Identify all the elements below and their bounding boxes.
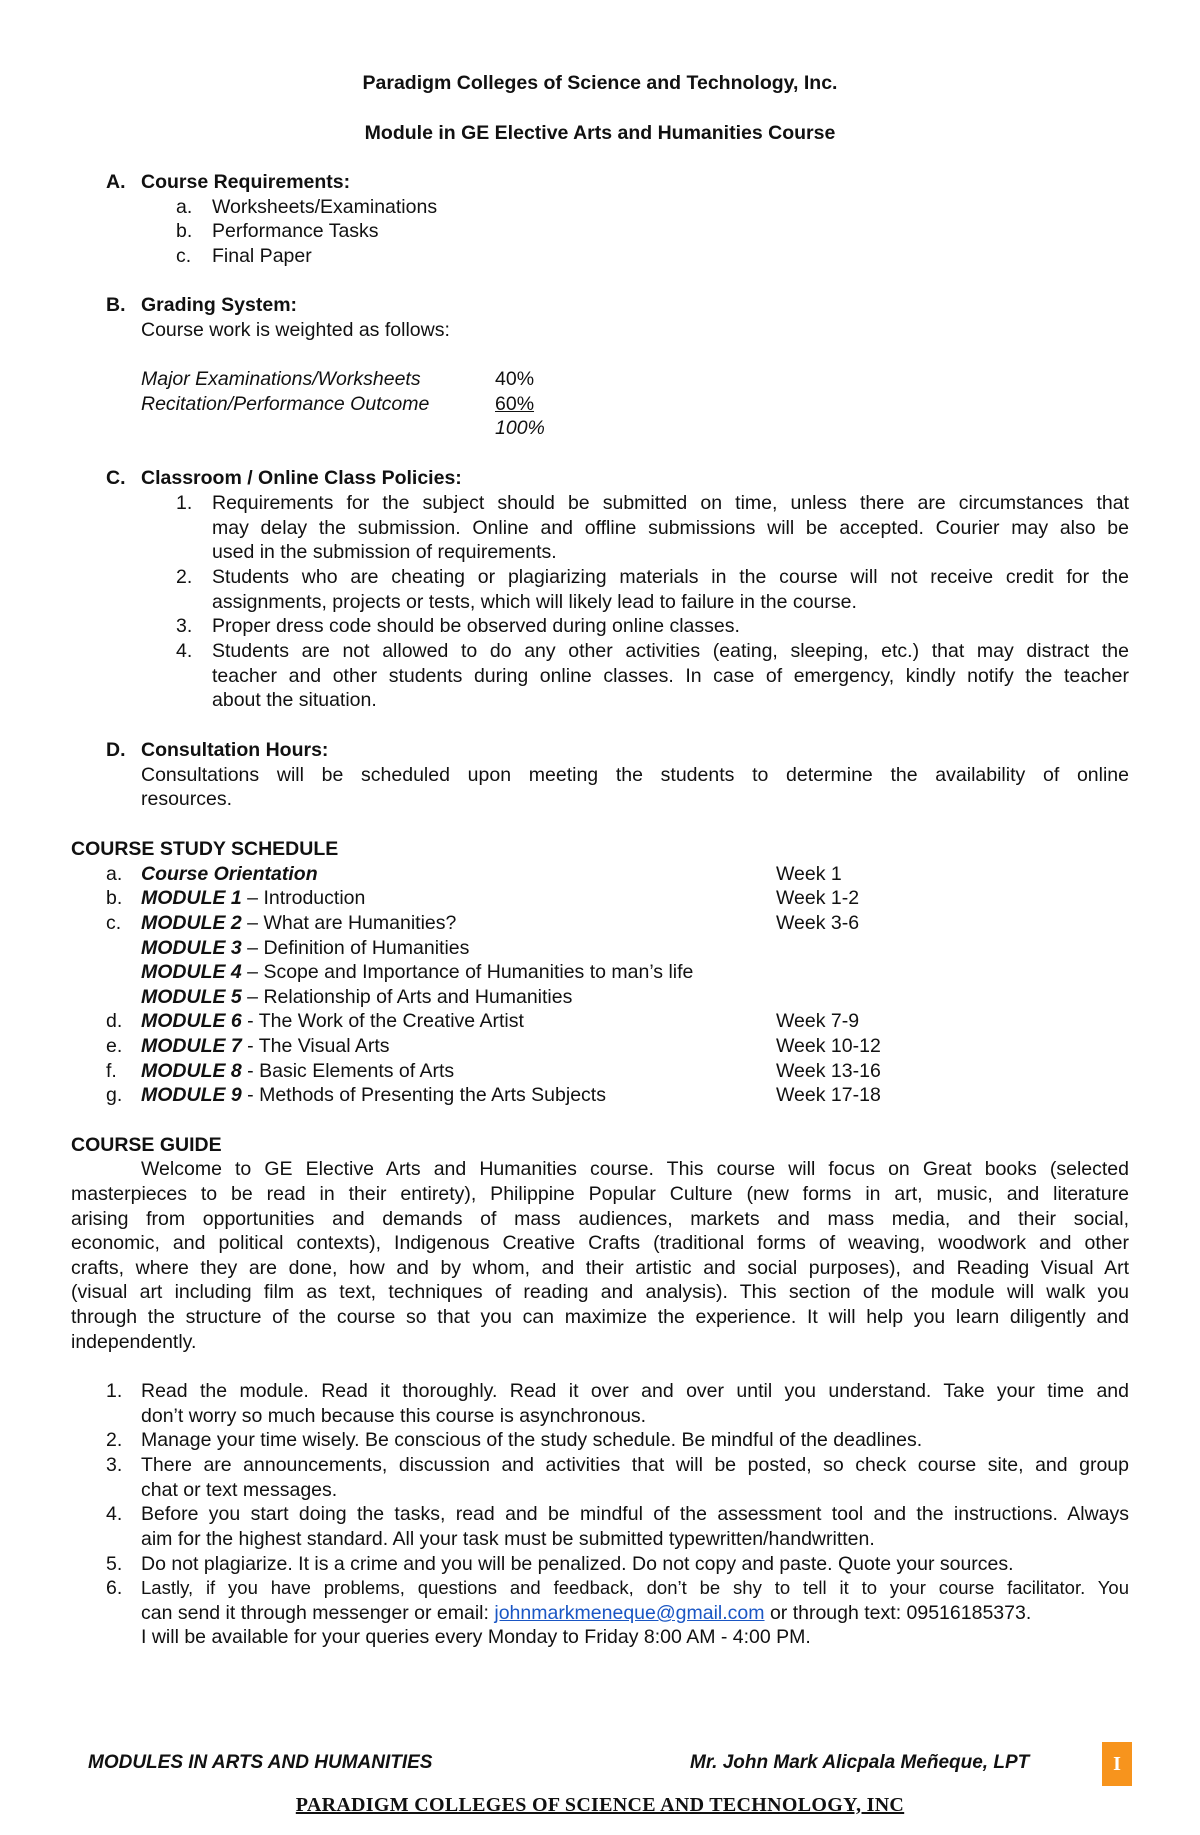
list-marker: c. — [176, 245, 192, 267]
grading-label: Major Examinations/Worksheets — [141, 368, 421, 390]
row-title — [141, 886, 365, 910]
module-desc: – Definition of Humanities — [241, 937, 470, 959]
module-title: Module in GE Elective Arts and Humanities Course — [364, 122, 836, 144]
row-marker: d. — [106, 1010, 123, 1032]
row-marker: g. — [106, 1084, 123, 1106]
page-number: I — [1102, 1742, 1132, 1786]
grading-value: 40% — [495, 368, 535, 390]
row-title — [141, 911, 456, 935]
list-item: Final Paper — [212, 245, 312, 267]
row-week: Week 7-9 — [776, 1010, 860, 1032]
policy-line: Proper dress code should be observed during online classes. — [212, 615, 740, 637]
row-week: Week 10-12 — [776, 1035, 881, 1057]
policy-line: Students are not allowed to do any other activities (eating, sleeping, etc.) that may distract the — [212, 640, 1129, 662]
list-marker: 2. — [106, 1429, 123, 1451]
module-name: MODULE 5 — [141, 986, 242, 1008]
row-week: Week 17-18 — [776, 1084, 881, 1106]
footer-right: Mr. John Mark Alicpala Meñeque, LPT — [690, 1752, 1030, 1773]
guide-item-line: chat or text messages. — [141, 1479, 338, 1501]
consultation-line: resources. — [141, 788, 233, 810]
guide-paragraph-line: arising from opportunities and demands of mass audiences, markets and mass media, and their social, — [71, 1208, 1129, 1230]
module-desc: - The Work of the Creative Artist — [241, 1010, 524, 1032]
guide-paragraph-line: (visual art including film as text, techniques of reading and analysis). This section of the module will walk you — [71, 1281, 1129, 1303]
schedule-heading: COURSE STUDY SCHEDULE — [71, 838, 339, 860]
grading-total: 100% — [495, 417, 545, 439]
module-desc: – Introduction — [241, 887, 366, 909]
row-title — [141, 1083, 606, 1107]
section-heading: Consultation Hours: — [141, 739, 329, 761]
list-item: Performance Tasks — [212, 220, 379, 242]
school-title: Paradigm Colleges of Science and Technology, Inc. — [362, 72, 838, 94]
module-name: MODULE 4 — [141, 961, 242, 983]
contact-line — [141, 1601, 1031, 1625]
guide-heading: COURSE GUIDE — [71, 1134, 222, 1156]
row-marker: e. — [106, 1035, 123, 1057]
row-week: Week 3-6 — [776, 912, 860, 934]
guide-item-line: Do not plagiarize. It is a crime and you will be penalized. Do not copy and paste. Quote your sources. — [141, 1553, 1014, 1575]
section-marker: A. — [106, 171, 126, 193]
row-marker: f. — [106, 1060, 117, 1082]
list-marker: b. — [176, 220, 193, 242]
module-name: MODULE 8 — [141, 1060, 242, 1082]
guide-item-line: Read the module. Read it thoroughly. Read it over and over until you understand. Take your time and — [141, 1380, 1129, 1402]
grading-intro: Course work is weighted as follows: — [141, 319, 450, 341]
row-title — [141, 1034, 390, 1058]
email-link[interactable]: johnmarkmeneque@gmail.com — [494, 1602, 765, 1624]
guide-paragraph-line: through the structure of the course so that you can maximize the experience. It will help you learn diligently and — [71, 1306, 1129, 1328]
list-marker: 5. — [106, 1553, 123, 1575]
module-name: MODULE 7 — [141, 1035, 242, 1057]
availability-line: I will be available for your queries every Monday to Friday 8:00 AM - 4:00 PM. — [141, 1626, 811, 1648]
section-marker: D. — [106, 739, 126, 761]
list-marker: 3. — [176, 615, 193, 637]
policy-line: may delay the submission. Online and offline submissions will be accepted. Courier may also be — [212, 517, 1129, 539]
list-marker: 4. — [176, 640, 193, 662]
section-heading: Classroom / Online Class Policies: — [141, 467, 462, 489]
row-week: Week 1-2 — [776, 887, 860, 909]
row-marker: a. — [106, 863, 123, 885]
module-desc: - Basic Elements of Arts — [241, 1060, 455, 1082]
list-marker: 6. — [106, 1577, 123, 1599]
module-desc: – What are Humanities? — [241, 912, 457, 934]
guide-item-line: Lastly, if you have problems, questions and feedback, don’t be shy to tell it to your course facilitator. You — [141, 1577, 1129, 1598]
module-desc: – Scope and Importance of Humanities to man’s life — [241, 961, 694, 983]
module-desc: – Relationship of Arts and Humanities — [241, 986, 573, 1008]
row-title — [141, 960, 693, 984]
section-heading: Grading System: — [141, 294, 298, 316]
policy-line: used in the submission of requirements. — [212, 541, 557, 563]
policy-line: Students who are cheating or plagiarizing materials in the course will not receive credit for the — [212, 566, 1129, 588]
policy-line: about the situation. — [212, 689, 377, 711]
module-name: MODULE 2 — [141, 912, 242, 934]
guide-paragraph-line: independently. — [71, 1331, 197, 1353]
row-title — [141, 1009, 524, 1033]
policy-line: teacher and other students during online classes. In case of emergency, kindly notify the teacher — [212, 665, 1129, 687]
row-marker: c. — [106, 912, 122, 934]
policy-line: Requirements for the subject should be submitted on time, unless there are circumstances that — [212, 492, 1129, 514]
guide-item-line: There are announcements, discussion and activities that will be posted, so check course site, and group — [141, 1454, 1129, 1476]
guide-item-line: aim for the highest standard. All your task must be submitted typewritten/handwritten. — [141, 1528, 875, 1550]
row-title — [141, 985, 572, 1009]
list-marker: 2. — [176, 566, 193, 588]
module-name: MODULE 6 — [141, 1010, 242, 1032]
footer-left: MODULES IN ARTS AND HUMANITIES — [88, 1752, 433, 1773]
row-title — [141, 862, 318, 886]
list-marker: 4. — [106, 1503, 123, 1525]
contact-suffix: or through text: 09516185373. — [764, 1602, 1032, 1624]
row-marker: b. — [106, 887, 123, 909]
section-marker: C. — [106, 467, 126, 489]
grading-label: Recitation/Performance Outcome — [141, 393, 430, 415]
guide-paragraph-line: crafts, where they are done, how and by whom, and their artistic and social purposes), and Reading Visual Art — [71, 1257, 1129, 1279]
guide-paragraph-line: Welcome to GE Elective Arts and Humanities course. This course will focus on Great books (selected — [141, 1158, 1129, 1180]
module-name: MODULE 9 — [141, 1084, 242, 1106]
row-title — [141, 1059, 454, 1083]
guide-item-line: don’t worry so much because this course is asynchronous. — [141, 1405, 647, 1427]
row-week: Week 1 — [776, 863, 842, 885]
guide-item-line: Manage your time wisely. Be conscious of the study schedule. Be mindful of the deadlines. — [141, 1429, 923, 1451]
footer-school: PARADIGM COLLEGES OF SCIENCE AND TECHNOLOGY, INC — [295, 1794, 905, 1816]
section-marker: B. — [106, 294, 126, 316]
module-name: Course Orientation — [141, 863, 318, 885]
guide-paragraph-line: masterpieces to be read in their entirety), Philippine Popular Culture (new forms in art, music, and literature — [71, 1183, 1129, 1205]
module-desc: - Methods of Presenting the Arts Subjects — [241, 1084, 606, 1106]
module-name: MODULE 1 — [141, 887, 242, 909]
row-title — [141, 936, 469, 960]
module-desc: - The Visual Arts — [241, 1035, 390, 1057]
module-name: MODULE 3 — [141, 937, 242, 959]
consultation-line: Consultations will be scheduled upon meeting the students to determine the availability of online — [141, 764, 1129, 786]
grading-value: 60% — [495, 393, 535, 415]
list-marker: 1. — [176, 492, 193, 514]
list-marker: 3. — [106, 1454, 123, 1476]
guide-item-line: Before you start doing the tasks, read and be mindful of the assessment tool and the instructions. Always — [141, 1503, 1129, 1525]
policy-line: assignments, projects or tests, which will likely lead to failure in the course. — [212, 591, 857, 613]
list-marker: 1. — [106, 1380, 123, 1402]
guide-paragraph-line: economic, and political contexts), Indigenous Creative Crafts (traditional forms of weaving, woodwork and other — [71, 1232, 1129, 1254]
row-week: Week 13-16 — [776, 1060, 881, 1082]
contact-prefix: can send it through messenger or email: — [141, 1602, 495, 1624]
list-item: Worksheets/Examinations — [212, 196, 438, 218]
list-marker: a. — [176, 196, 193, 218]
section-heading: Course Requirements: — [141, 171, 351, 193]
